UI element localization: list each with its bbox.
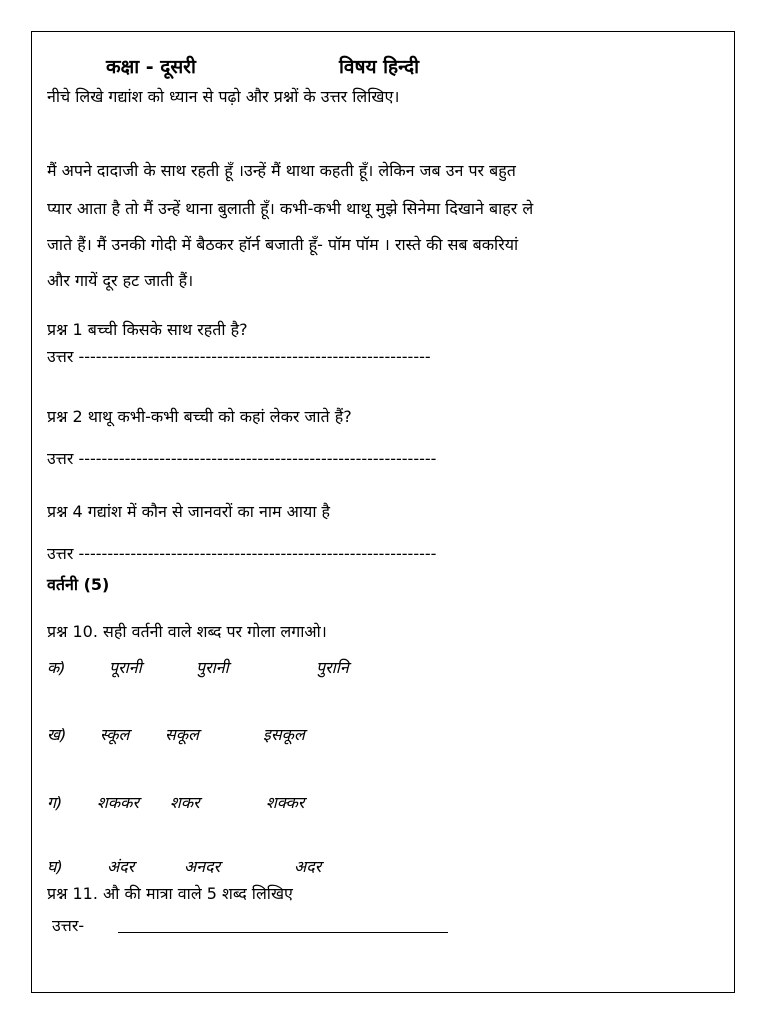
class-label: कक्षा - दूसरी (106, 56, 196, 78)
answer-blank-line (118, 932, 448, 933)
spelling-option: पुरानी (196, 658, 229, 677)
instruction-text: नीचे लिखे गद्यांश को ध्यान से पढ़ो और प्रश्नों के उत्तर लिखिए। (47, 87, 400, 106)
spelling-option: इसकूल (263, 725, 305, 744)
passage-line: और गायें दूर हट जाती हैं। (47, 271, 194, 290)
passage-line: जाते हैं। मैं उनकी गोदी में बैठकर हॉर्न बजाती हूँ- पॉम पॉम । रास्ते की सब बकरियां (47, 235, 519, 254)
answer-line-4: उत्तर -------------------------------------------------------------- (47, 544, 437, 563)
spelling-option: पूरानी (109, 658, 142, 677)
spelling-option: अंदर (107, 857, 135, 876)
spelling-option: शक्कर (266, 793, 305, 812)
option-row-label: घ) (47, 857, 63, 876)
answer-line-2: उत्तर -------------------------------------------------------------- (47, 449, 437, 468)
subject-label: विषय हिन्दी (339, 56, 419, 78)
spelling-option: अनदर (184, 857, 221, 876)
answer-line-1: उत्तर ------------------------------------------------------------- (47, 347, 431, 366)
question-11: प्रश्न 11. औ की मात्रा वाले 5 शब्द लिखिए (47, 884, 293, 903)
question-10: प्रश्न 10. सही वर्तनी वाले शब्द पर गोला लगाओ। (47, 622, 327, 641)
spelling-option: शकर (170, 793, 200, 812)
spelling-option: स्कूल (100, 725, 130, 744)
option-row-label: ख) (47, 725, 67, 744)
passage-line: प्यार आता है तो मैं उन्हें थाना बुलाती हूँ। कभी-कभी थाथू मुझे सिनेमा दिखाने बाहर ले (47, 199, 534, 218)
question-2: प्रश्न 2 थाथू कभी-कभी बच्ची को कहां लेकर जाते हैं? (47, 407, 352, 426)
passage-line: मैं अपने दादाजी के साथ रहती हूँ ।उन्हें मैं थाथा कहती हूँ। लेकिन जब उन पर बहुत (47, 161, 516, 180)
answer-label-11: उत्तर- (52, 916, 85, 935)
question-1: प्रश्न 1 बच्ची किसके साथ रहती है? (47, 320, 248, 339)
spelling-option: सकूल (165, 725, 199, 744)
option-row-label: ग) (47, 793, 63, 812)
spelling-option: अदर (294, 857, 322, 876)
spelling-option: शककर (97, 793, 140, 812)
option-row-label: क) (47, 658, 66, 677)
spelling-option: पुरानि (316, 658, 349, 677)
spelling-section-title: वर्तनी (5) (47, 575, 110, 594)
question-4: प्रश्न 4 गद्यांश में कौन से जानवरों का नाम आया है (47, 502, 331, 521)
